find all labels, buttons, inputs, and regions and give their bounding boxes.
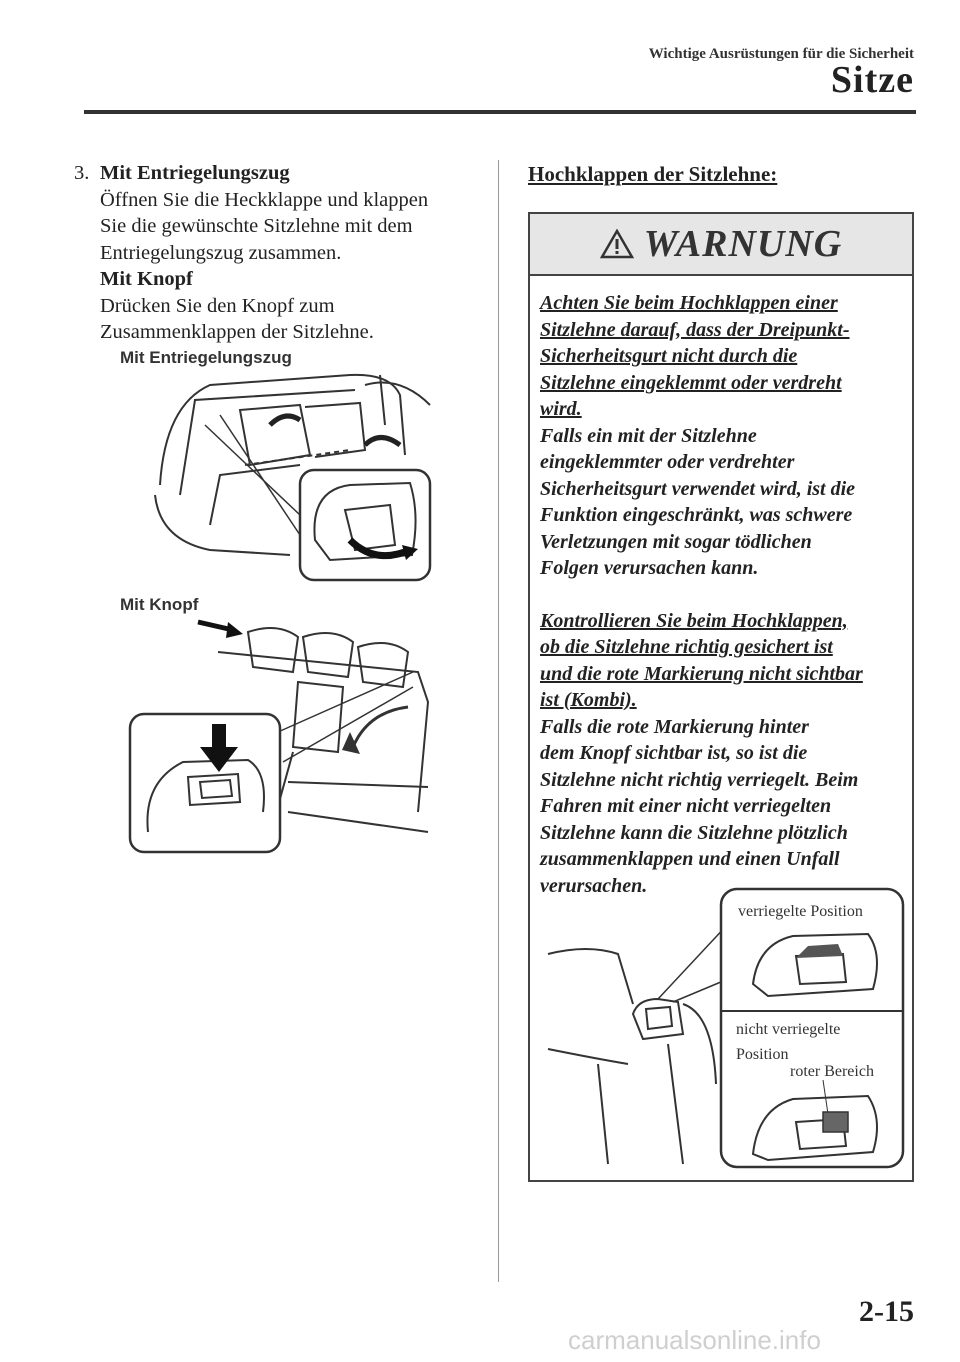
watermark: carmanualsonline.info bbox=[568, 1325, 821, 1355]
pull-text-3: Entriegelungszug zusammen. bbox=[100, 241, 342, 264]
button-text-2: Zusammenklappen der Sitzlehne. bbox=[100, 321, 374, 343]
unlocked-position-label-2: Position bbox=[736, 1046, 789, 1063]
warning-line: Falls die rote Markierung hinter bbox=[540, 715, 809, 738]
warning-line: Sicherheitsgurt nicht durch die bbox=[540, 345, 798, 367]
unlocked-position-label-1: nicht verriegelte bbox=[736, 1021, 841, 1038]
warning-line: verursachen. bbox=[540, 874, 648, 897]
warning-line: Fahren mit einer nicht verriegelten bbox=[540, 795, 832, 817]
warning-title: WARNUNG bbox=[643, 223, 843, 265]
warning-line: ob die Sitzlehne richtig gesichert ist bbox=[540, 636, 833, 658]
warning-line: Folgen verursachen kann. bbox=[540, 557, 759, 579]
step-3 bbox=[74, 160, 494, 346]
warning-line: dem Knopf sichtbar ist, so ist die bbox=[540, 742, 808, 764]
figure-label-pull: Mit Entriegelungszug bbox=[120, 348, 292, 367]
pull-text-2: Sie die gewünschte Sitzlehne mit dem bbox=[100, 215, 413, 237]
warning-line: Sitzlehne kann die Sitzlehne plötzlich bbox=[540, 821, 848, 844]
warning-text bbox=[540, 290, 908, 899]
lock-position-diagram bbox=[538, 884, 910, 1174]
warning-line: Kontrollieren Sie beim Hochklappen, bbox=[540, 609, 848, 632]
warning-triangle-icon bbox=[600, 229, 634, 259]
figure-label-button: Mit Knopf bbox=[120, 595, 199, 614]
warning-line: wird. bbox=[540, 398, 582, 420]
warning-box bbox=[528, 212, 914, 1182]
warning-line: zusammenklappen und einen Unfall bbox=[540, 848, 840, 870]
warning-line: Sicherheitsgurt verwendet wird, ist die bbox=[540, 477, 856, 500]
warning-line: Funktion eingeschränkt, was schwere bbox=[540, 504, 853, 526]
button-inset bbox=[130, 714, 280, 852]
warning-line: Sitzlehne nicht richtig verriegelt. Beim bbox=[540, 768, 859, 791]
step-number: 3. bbox=[74, 162, 90, 184]
section-title: Wichtige Ausrüstungen für die Sicherheit bbox=[648, 46, 914, 62]
column-divider bbox=[498, 160, 499, 1282]
page-number: 2-15 bbox=[859, 1295, 914, 1328]
warning-line: Falls ein mit der Sitzlehne bbox=[540, 424, 757, 447]
warning-line: Sitzlehne eingeklemmt oder verdreht bbox=[540, 371, 842, 394]
page-title: Sitze bbox=[830, 59, 914, 101]
button-illustration bbox=[128, 612, 448, 857]
red-area-marker bbox=[823, 1112, 848, 1132]
locked-position-label: verriegelte Position bbox=[738, 903, 863, 920]
pull-title: Mit Entriegelungszug bbox=[100, 162, 290, 184]
warning-line: Verletzungen mit sogar tödlichen bbox=[540, 530, 812, 553]
red-area-label: roter Bereich bbox=[790, 1063, 874, 1080]
button-text-1: Drücken Sie den Knopf zum bbox=[100, 294, 335, 317]
warning-line: Sitzlehne darauf, dass der Dreipunkt- bbox=[540, 318, 850, 341]
warning-line: eingeklemmter oder verdrehter bbox=[540, 451, 795, 473]
paragraph-gap bbox=[540, 582, 908, 608]
pull-strap-illustration bbox=[150, 365, 440, 585]
header-divider bbox=[84, 110, 916, 114]
warning-header bbox=[530, 214, 912, 276]
section-heading: Hochklappen der Sitzlehne: bbox=[528, 162, 778, 186]
warning-line: Achten Sie beim Hochklappen einer bbox=[540, 292, 838, 314]
button-title: Mit Knopf bbox=[100, 268, 193, 290]
warning-line: und die rote Markierung nicht sichtbar bbox=[540, 662, 863, 685]
pull-text-1: Öffnen Sie die Heckklappe und klappen bbox=[100, 188, 429, 211]
warning-line: ist (Kombi). bbox=[540, 689, 637, 711]
